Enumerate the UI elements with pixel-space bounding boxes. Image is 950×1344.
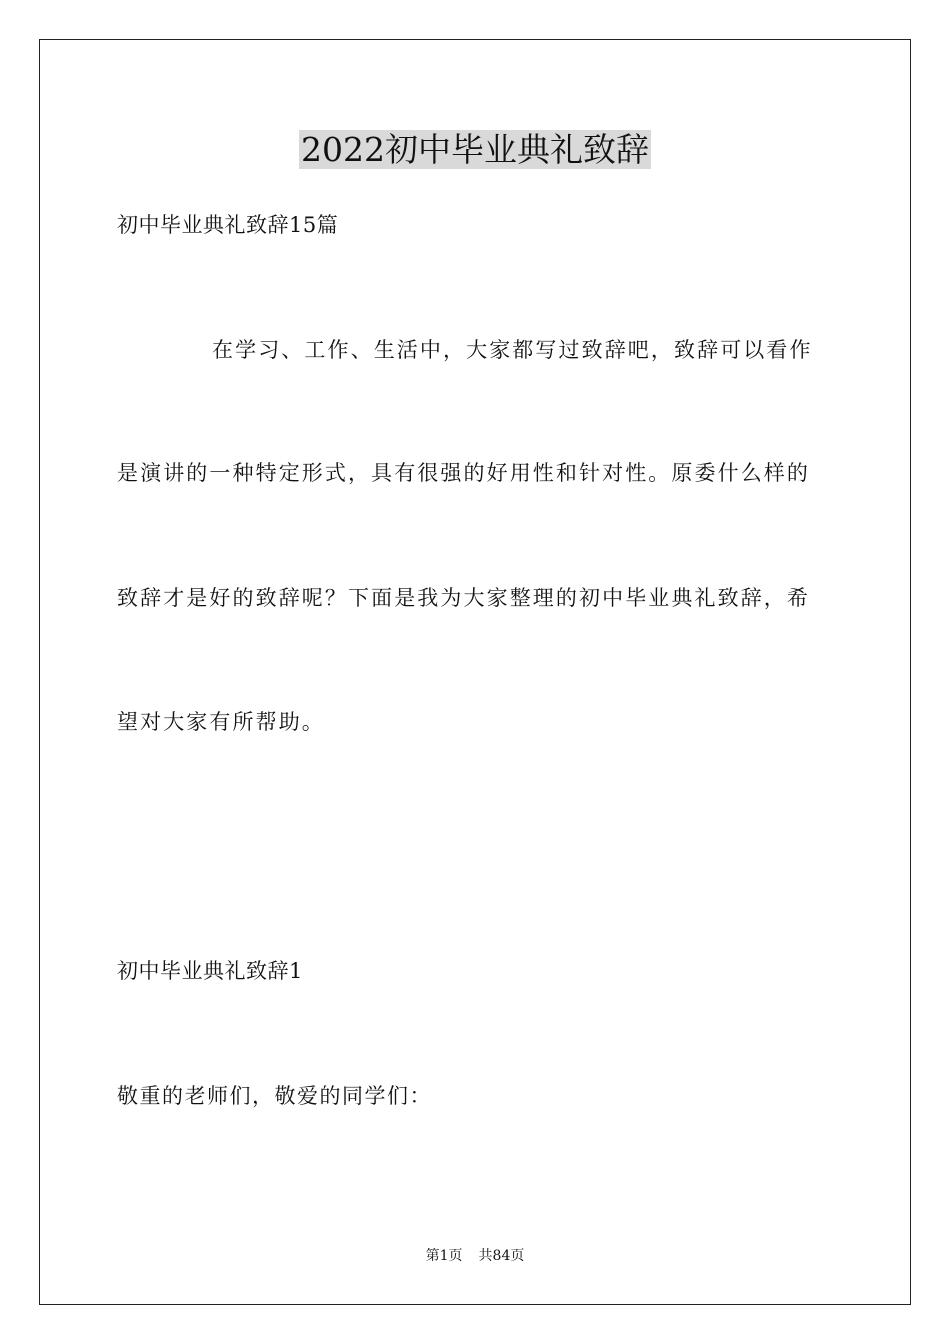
total-pages: 共84页 <box>478 1248 525 1264</box>
document-subtitle: 初中毕业典礼致辞15篇 <box>117 213 339 237</box>
section-heading: 初中毕业典礼致辞1 <box>117 959 303 983</box>
document-title-text: 2022初中毕业典礼致辞 <box>301 130 649 169</box>
intro-paragraph-line-1: 在学习、工作、生活中，大家都写过致辞吧，致辞可以看作 <box>212 338 813 362</box>
intro-paragraph-line-2: 是演讲的一种特定形式，具有很强的好用性和针对性。原委什么样的 <box>117 461 810 485</box>
page-number: 第1页 <box>425 1248 463 1264</box>
greeting-line: 敬重的老师们，敬爱的同学们： <box>117 1084 432 1108</box>
intro-paragraph-line-3: 致辞才是好的致辞呢？下面是我为大家整理的初中毕业典礼致辞，希 <box>117 586 810 610</box>
document-title <box>0 128 950 172</box>
intro-paragraph-line-4: 望对大家有所帮助。 <box>117 710 325 734</box>
page-footer <box>0 1246 950 1266</box>
